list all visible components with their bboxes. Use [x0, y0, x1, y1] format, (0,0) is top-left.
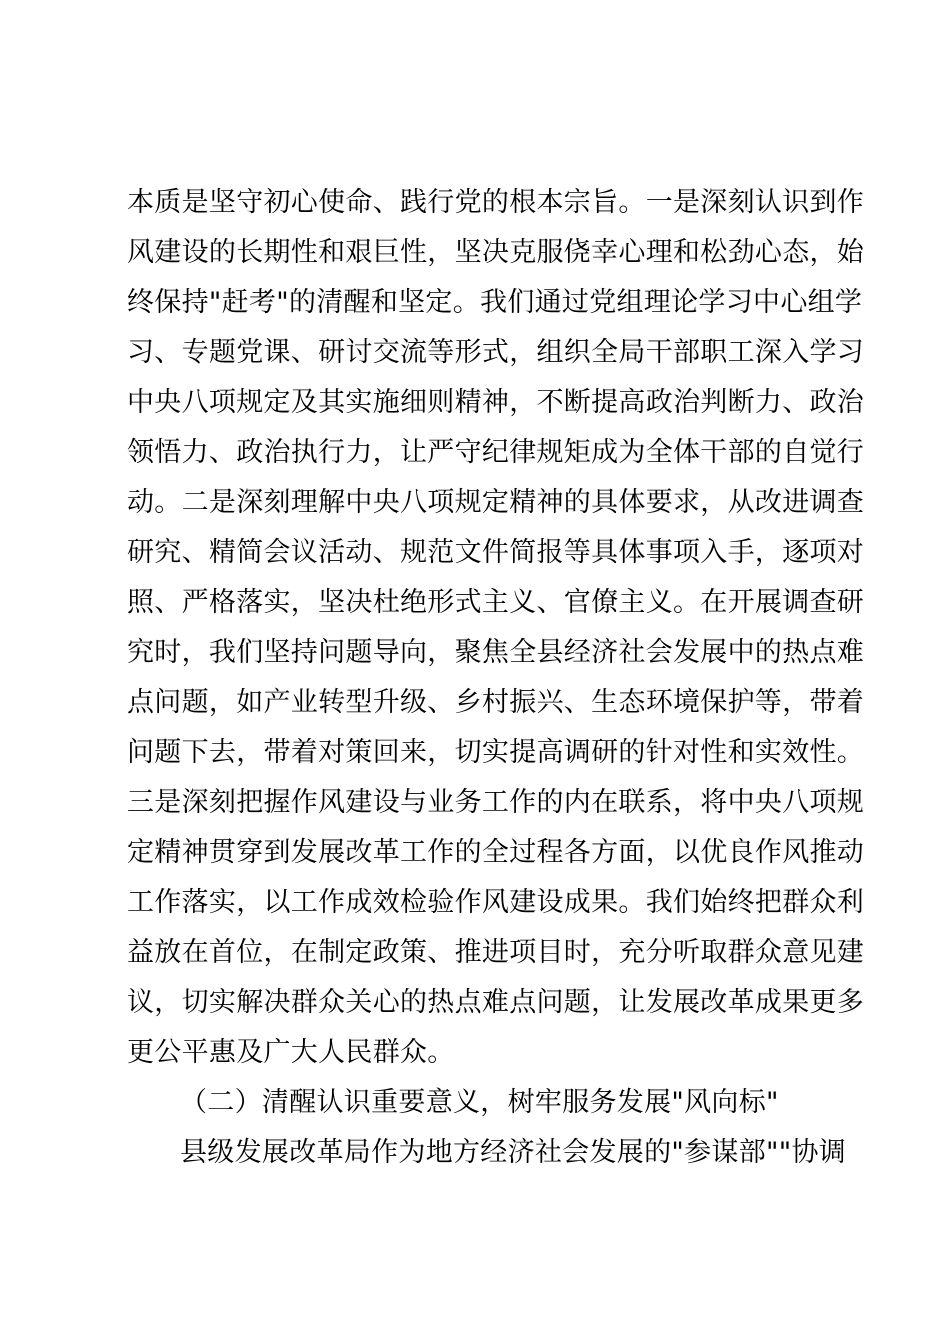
body-text-line: 问题下去，带着对策回来，切实提高调研的针对性和实效性。: [127, 737, 865, 768]
body-text-line: 究时，我们坚持问题导向，聚焦全县经济社会发展中的热点难: [127, 637, 865, 668]
body-text-line: 动。二是深刻理解中央八项规定精神的具体要求，从改进调查: [127, 487, 865, 518]
body-text-line: 习、专题党课、研讨交流等形式，组织全局干部职工深入学习: [127, 337, 865, 368]
body-text-line: 终保持"赶考"的清醒和坚定。我们通过党组理论学习中心组学: [127, 287, 863, 318]
body-text-line: 定精神贯穿到发展改革工作的全过程各方面，以优良作风推动: [127, 837, 865, 868]
section-heading: （二）清醒认识重要意义，树牢服务发展"风向标": [180, 1087, 779, 1118]
body-text-line: 领悟力、政治执行力，让严守纪律规矩成为全体干部的自觉行: [127, 437, 865, 468]
body-text-line: 中央八项规定及其实施细则精神，不断提高政治判断力、政治: [127, 387, 865, 418]
body-text-line: 更公平惠及广大人民群众。: [127, 1037, 455, 1068]
body-text-line: 风建设的长期性和艰巨性，坚决克服侥幸心理和松劲心态，始: [127, 237, 865, 268]
body-text-line: 三是深刻把握作风建设与业务工作的内在联系，将中央八项规: [127, 787, 865, 818]
body-text-line: 研究、精简会议活动、规范文件简报等具体事项入手，逐项对: [127, 537, 865, 568]
body-text-line: 点问题，如产业转型升级、乡村振兴、生态环境保护等，带着: [127, 687, 865, 718]
body-text-line: 工作落实，以工作成效检验作风建设成果。我们始终把群众利: [127, 887, 865, 918]
body-text-line: 益放在首位，在制定政策、推进项目时，充分听取群众意见建: [127, 937, 865, 968]
body-text-line: 县级发展改革局作为地方经济社会发展的"参谋部""协调: [180, 1137, 847, 1168]
body-text-line: 本质是坚守初心使命、践行党的根本宗旨。一是深刻认识到作: [127, 187, 865, 218]
body-text-line: 照、严格落实，坚决杜绝形式主义、官僚主义。在开展调查研: [127, 587, 865, 618]
body-text-line: 议，切实解决群众关心的热点难点问题，让发展改革成果更多: [127, 987, 865, 1018]
